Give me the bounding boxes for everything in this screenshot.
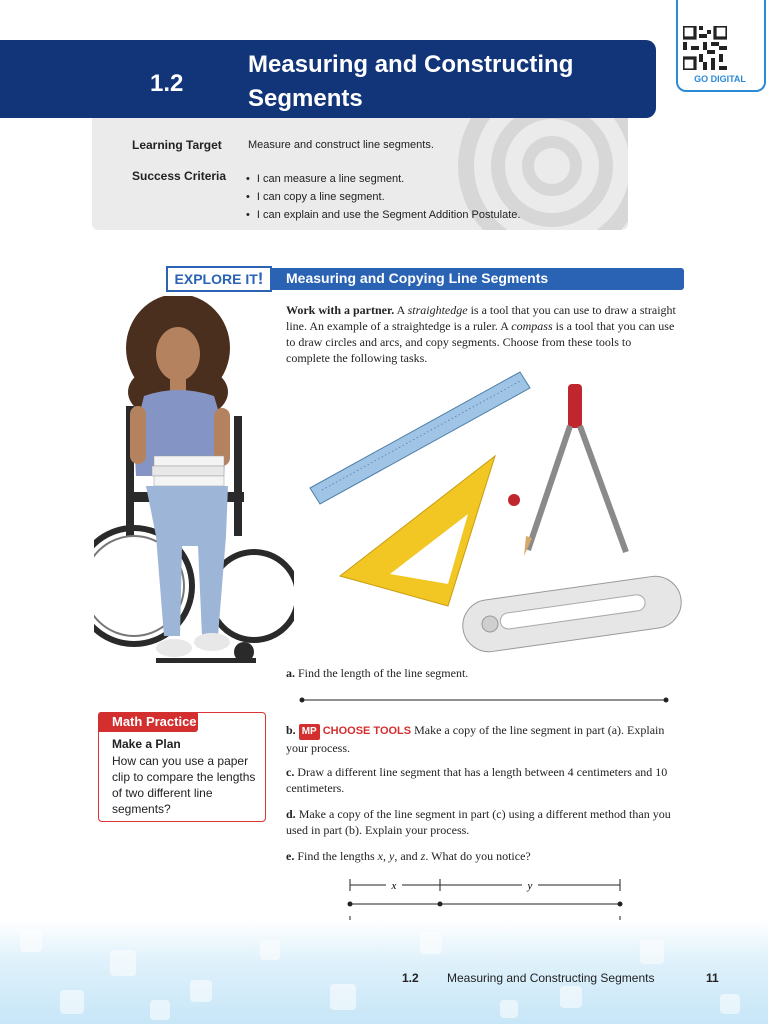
learning-target-text: Measure and construct line segments. [248,139,434,151]
success-criterion: • I can measure a line segment. [246,170,520,188]
intro-bold: Work with a partner. [286,303,395,317]
question-c [286,764,686,796]
section-title-line1: Measuring and Constructing [248,51,574,78]
question-letter: b. [286,723,296,737]
question-a [286,665,468,681]
success-criteria-list [246,170,520,224]
variable-z: z [420,849,426,863]
success-criteria-label: Success Criteria [132,169,227,183]
explore-it-badge [166,266,272,292]
compass-image [508,384,626,556]
success-criterion: • I can explain and use the Segment Addition Postulate. [246,206,520,224]
mp-tag: MP [299,724,320,740]
math-practice-header: Math Practice [98,712,198,732]
term-compass: compass [511,319,553,333]
question-text: , and [394,849,421,863]
question-text: , [383,849,389,863]
student-wheelchair-photo [94,296,294,682]
variable-x: x [377,849,383,863]
choose-tools-label: CHOOSE TOOLS [322,725,412,737]
section-title-line2: Segments [248,85,363,112]
success-criterion: • I can copy a line segment. [246,188,520,206]
question-text: Find the lengths [297,849,378,863]
page-number: 11 [706,971,719,985]
explore-it-text: EXPLORE IT [174,271,258,287]
question-text: Find the length of the line segment. [298,666,469,680]
math-practice-subheading: Make a Plan [112,737,181,751]
term-straightedge: straightedge [407,303,468,317]
question-d [286,806,686,838]
intro-text: is a tool that you can use to draw circles and arcs, and copy segments. Choose from these tools to complete the following tasks. [286,319,675,365]
section-number: 1.2 [150,70,184,97]
tools-illustration [300,366,690,666]
protractor-ruler-image [459,573,684,655]
diagram-label-x: x [391,880,397,892]
question-text: Make a copy of the line segment in part (c) using a different method than you used in part (b). Explain your process. [286,807,671,837]
qr-code-icon[interactable] [683,26,727,70]
question-text: . What do you notice? [425,849,531,863]
explore-title: Measuring and Copying Line Segments [286,270,549,286]
math-practice-body: How can you use a paper clip to compare the lengths of two different line segments? [112,754,256,816]
learning-target-label: Learning Target [132,138,222,152]
intro-text: A [394,303,408,317]
variable-y: y [389,849,395,863]
question-e [286,848,531,864]
diagram-label-y: y [527,880,533,892]
question-b [286,722,686,756]
question-letter: d. [286,807,296,821]
footer-section-number: 1.2 [402,971,419,985]
go-digital-label[interactable]: GO DIGITAL [694,74,746,84]
section-title [248,48,628,116]
question-text: Draw a different line segment that has a length between 4 centimeters and 10 centimeters. [286,765,668,795]
line-segment-a [296,692,676,708]
question-letter: e. [286,849,295,863]
footer-section-title: Measuring and Constructing Segments [447,971,655,985]
question-letter: a. [286,666,295,680]
question-text: Make a copy of the line segment in part (a). Explain your process. [286,723,665,755]
question-letter: c. [286,765,295,779]
intro-text: is a tool that you can use to draw a straight line. An example of a straightedge is a ruler. A [286,303,676,333]
explore-it-mark: ! [257,269,264,288]
ruler-image [310,372,530,504]
explore-intro [286,302,678,366]
